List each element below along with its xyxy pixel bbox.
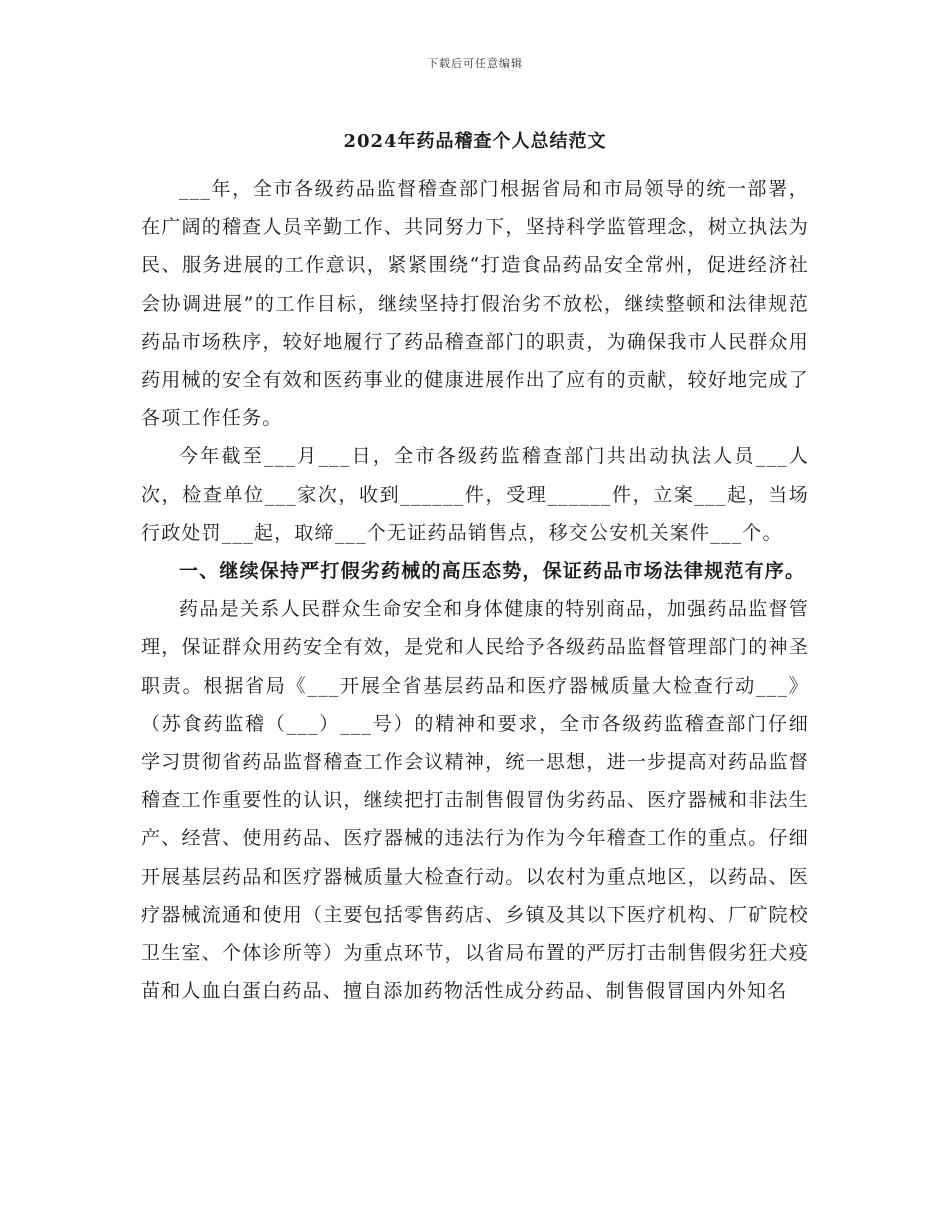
document-body (141, 170, 809, 1010)
section-1-heading: 一、继续保持严打假劣药械的高压态势，保证药品市场法律规范有序。 (179, 560, 806, 583)
header-note: 下载后可任意编辑 (427, 57, 523, 70)
intro-paragraph: ___年，全市各级药品监督稽查部门根据省局和市局领导的统一部署，在广阔的稽查人员辛勤工作、共同努力下，坚持科学监管理念，树立执法为民、服务进展的工作意识，紧紧围绕“打造食品药品安全常州，促进经济社会协调进展”的工作目标，继续坚持打假治劣不放松，继续整顿和法律规范药品市场秩序，较好地履行了药品稽查部门的职责，为确保我市人民群众用药用械的安全有效和医药事业的健康进展作出了应有的贡献，较好地完成了各项工作任务。 (141, 178, 809, 430)
statistics-paragraph: 今年截至___月___日，全市各级药监稽查部门共出动执法人员___人次，检查单位___家次，收到______件，受理______件，立案___起，当场行政处罚___起，取缔___个无证药品销售点，移交公安机关案件___个。 (141, 445, 809, 544)
section-1-paragraph: 药品是关系人民群众生命安全和身体健康的特别商品，加强药品监督管理，保证群众用药安全有效，是党和人民给予各级药品监督管理部门的神圣职责。根据省局《___开展全省基层药品和医疗器械质量大检查行动___》（苏食药监稽（___）___号）的精神和要求，全市各级药监稽查部门仔细学习贯彻省药品监督稽查工作会议精神，统一思想，进一步提高对药品监督稽查工作重要性的认识，继续把打击制售假冒伪劣药品、医疗器械和非法生产、经营、使用药品、医疗器械的违法行为作为今年稽查工作的重点。仔细开展基层药品和医疗器械质量大检查行动。以农村为重点地区，以药品、医疗器械流通和使用（主要包括零售药店、乡镇及其以下医疗机构、厂矿院校卫生室、个体诊所等）为重点环节，以省局布置的严厉打击制售假劣狂犬疫苗和人血白蛋白药品、擅自添加药物活性成分药品、制售假冒国内外知名 (141, 598, 809, 1003)
document-title: 2024年药品稽查个人总结范文 (343, 131, 607, 152)
